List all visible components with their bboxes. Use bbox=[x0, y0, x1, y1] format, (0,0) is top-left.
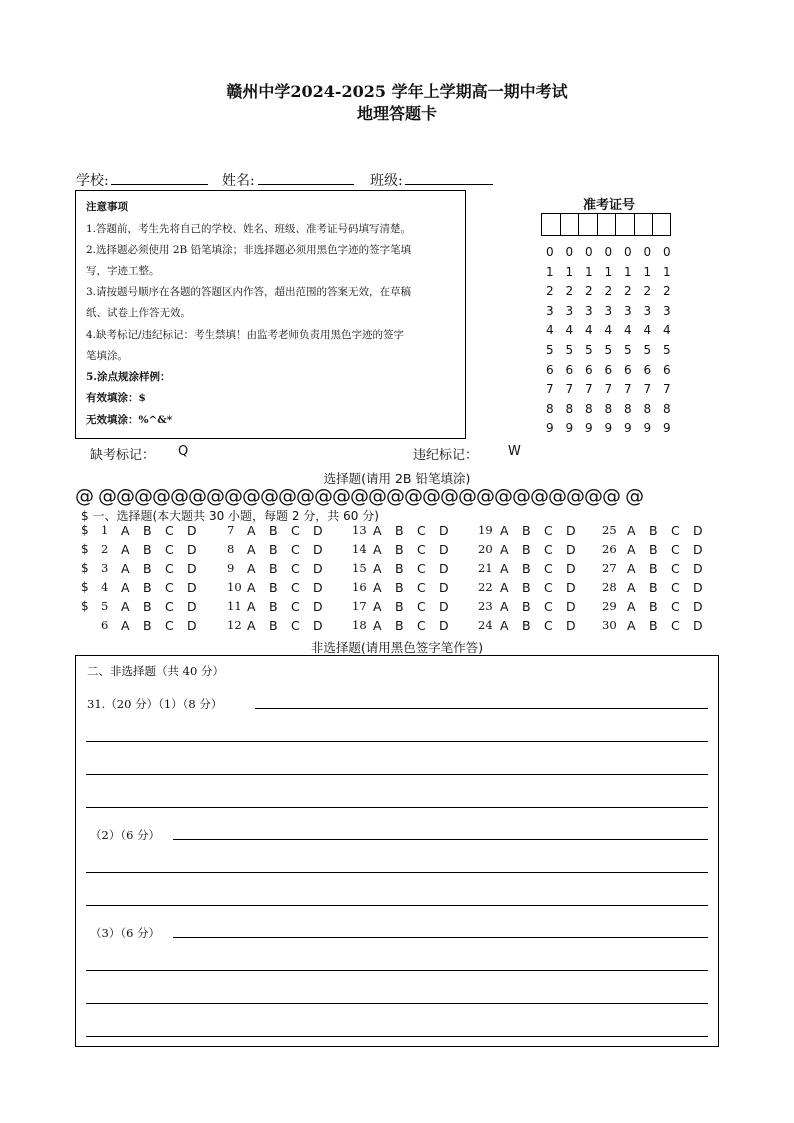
answer-line[interactable] bbox=[255, 708, 708, 709]
option-bubble[interactable]: C bbox=[671, 580, 680, 595]
question-number: 6 bbox=[101, 618, 109, 632]
option-bubble[interactable]: C bbox=[544, 618, 553, 633]
option-bubble[interactable]: B bbox=[269, 561, 278, 576]
admission-digit-bubble[interactable]: 0 bbox=[663, 245, 671, 259]
option-bubble[interactable]: D bbox=[313, 523, 323, 538]
option-bubble[interactable]: C bbox=[291, 542, 300, 557]
option-bubble[interactable]: D bbox=[439, 580, 449, 595]
question-number: 20 bbox=[478, 542, 493, 556]
option-bubble[interactable]: C bbox=[165, 542, 174, 557]
option-bubble[interactable]: C bbox=[671, 599, 680, 614]
admission-digit-row bbox=[546, 304, 683, 318]
option-bubble[interactable]: B bbox=[269, 618, 278, 633]
row-sync-mark: $ bbox=[81, 599, 89, 613]
admission-digit-bubble[interactable]: 1 bbox=[663, 264, 671, 279]
admission-digit-bubble[interactable]: 9 bbox=[604, 421, 613, 436]
admission-digit-bubble[interactable]: 4 bbox=[565, 323, 574, 338]
admission-digit-row bbox=[546, 402, 683, 416]
admission-digit-bubble[interactable]: 2 bbox=[643, 284, 652, 299]
option-bubble[interactable]: A bbox=[373, 561, 382, 576]
option-bubble[interactable]: A bbox=[247, 618, 256, 633]
admission-digit-bubble[interactable]: 4 bbox=[546, 323, 554, 338]
admission-digit-box[interactable] bbox=[615, 213, 634, 236]
admission-digit-bubble[interactable]: 8 bbox=[565, 401, 574, 416]
option-bubble[interactable]: D bbox=[693, 561, 703, 576]
question-number: 14 bbox=[352, 542, 367, 556]
option-bubble[interactable]: A bbox=[627, 542, 636, 557]
option-bubble[interactable]: A bbox=[121, 561, 130, 576]
admission-digit-bubble[interactable]: 0 bbox=[546, 245, 554, 259]
nonchoice-section-title: 非选择题(请用黑色签字笔作答) bbox=[310, 640, 484, 655]
option-bubble[interactable]: D bbox=[187, 618, 197, 633]
option-bubble[interactable]: D bbox=[439, 542, 449, 557]
option-bubble[interactable]: C bbox=[291, 523, 300, 538]
question-number: 17 bbox=[352, 599, 367, 613]
option-bubble[interactable]: B bbox=[395, 523, 404, 538]
admission-digit-bubble[interactable]: 2 bbox=[546, 284, 554, 299]
option-bubble[interactable]: C bbox=[544, 561, 553, 576]
option-bubble[interactable]: C bbox=[671, 561, 680, 576]
question-number: 5 bbox=[101, 599, 109, 613]
option-bubble[interactable]: C bbox=[544, 523, 553, 538]
admission-digit-bubble[interactable]: 2 bbox=[663, 284, 671, 299]
row-sync-mark: $ bbox=[81, 561, 89, 575]
option-bubble[interactable]: A bbox=[247, 523, 256, 538]
option-bubble[interactable]: C bbox=[291, 618, 300, 633]
notice-heading: 注意事项 bbox=[86, 201, 128, 213]
question-number: 10 bbox=[227, 580, 242, 594]
notice-invalid-sample: 无效填涂：%^&* bbox=[86, 414, 173, 426]
option-bubble[interactable]: A bbox=[500, 580, 509, 595]
admission-digit-bubble[interactable]: 6 bbox=[604, 362, 613, 377]
option-bubble[interactable]: B bbox=[269, 599, 278, 614]
option-bubble[interactable]: D bbox=[566, 618, 576, 633]
option-bubble[interactable]: A bbox=[247, 542, 256, 557]
admission-digit-bubble[interactable]: 9 bbox=[663, 421, 671, 436]
question-number: 15 bbox=[352, 561, 367, 575]
option-bubble[interactable]: D bbox=[439, 599, 449, 614]
option-bubble[interactable]: A bbox=[500, 523, 509, 538]
answer-line[interactable] bbox=[86, 1003, 708, 1004]
option-bubble[interactable]: B bbox=[649, 599, 658, 614]
option-bubble[interactable]: B bbox=[269, 542, 278, 557]
admission-digit-row bbox=[546, 245, 683, 259]
option-bubble[interactable]: C bbox=[291, 561, 300, 576]
admission-digit-bubble[interactable]: 0 bbox=[585, 245, 593, 259]
question-number: 29 bbox=[602, 599, 617, 613]
option-bubble[interactable]: C bbox=[544, 599, 553, 614]
admission-digit-row bbox=[546, 382, 683, 396]
admission-digit-bubble[interactable]: 1 bbox=[604, 264, 613, 279]
option-bubble[interactable]: A bbox=[500, 618, 509, 633]
option-bubble[interactable]: B bbox=[649, 561, 658, 576]
admission-digit-bubble[interactable]: 5 bbox=[643, 343, 652, 357]
choice-section-title: 选择题(请用 2B 铅笔填涂) bbox=[323, 471, 471, 486]
option-bubble[interactable]: A bbox=[627, 523, 636, 538]
question-number: 4 bbox=[101, 580, 109, 594]
admission-digit-bubble[interactable]: 0 bbox=[624, 245, 632, 259]
admission-digit-row bbox=[546, 343, 683, 357]
question-number: 26 bbox=[602, 542, 617, 556]
admission-digit-bubble[interactable]: 5 bbox=[585, 343, 593, 357]
admission-digit-bubble[interactable]: 8 bbox=[624, 401, 632, 416]
option-bubble[interactable]: A bbox=[121, 542, 130, 557]
admission-digit-bubble[interactable]: 5 bbox=[663, 343, 671, 357]
option-bubble[interactable]: A bbox=[121, 580, 130, 595]
option-bubble[interactable]: C bbox=[671, 542, 680, 557]
admission-digit-box[interactable] bbox=[560, 213, 579, 236]
option-bubble[interactable]: A bbox=[121, 599, 130, 614]
option-bubble[interactable]: D bbox=[693, 523, 703, 538]
admission-digit-bubble[interactable]: 8 bbox=[546, 401, 554, 416]
admission-digit-bubble[interactable]: 0 bbox=[565, 245, 574, 259]
option-bubble[interactable]: D bbox=[693, 599, 703, 614]
option-bubble[interactable]: B bbox=[269, 580, 278, 595]
admission-digit-bubble[interactable]: 7 bbox=[604, 382, 613, 397]
notice-line: 3.请按题号顺序在各题的答题区内作答，超出范围的答案无效，在草稿 bbox=[86, 286, 412, 298]
option-bubble[interactable]: D bbox=[313, 618, 323, 633]
option-bubble[interactable]: D bbox=[566, 580, 576, 595]
option-bubble[interactable]: D bbox=[439, 618, 449, 633]
question-31-2-label: （2）（6 分） bbox=[90, 828, 161, 842]
option-bubble[interactable]: D bbox=[693, 542, 703, 557]
option-bubble[interactable]: A bbox=[373, 542, 382, 557]
option-bubble[interactable]: D bbox=[566, 599, 576, 614]
question-number: 19 bbox=[478, 523, 493, 537]
admission-digit-bubble[interactable]: 3 bbox=[624, 303, 632, 318]
option-bubble[interactable]: A bbox=[500, 542, 509, 557]
admission-digit-bubble[interactable]: 7 bbox=[663, 382, 671, 397]
question-number: 22 bbox=[478, 580, 493, 594]
option-bubble[interactable]: B bbox=[269, 523, 278, 538]
answer-line[interactable] bbox=[86, 741, 708, 742]
row-sync-mark: $ bbox=[81, 580, 89, 594]
admission-digit-box[interactable] bbox=[597, 213, 616, 236]
option-bubble[interactable]: C bbox=[291, 599, 300, 614]
admission-digit-row bbox=[546, 284, 683, 298]
school-label: 学校: bbox=[76, 173, 109, 189]
option-bubble[interactable]: A bbox=[627, 599, 636, 614]
answer-line[interactable] bbox=[86, 807, 708, 808]
nonchoice-answer-box bbox=[75, 655, 719, 1047]
option-bubble[interactable]: B bbox=[395, 561, 404, 576]
question-number: 18 bbox=[352, 618, 367, 632]
option-bubble[interactable]: D bbox=[313, 580, 323, 595]
question-number: 24 bbox=[478, 618, 493, 632]
admission-digit-bubble[interactable]: 4 bbox=[604, 323, 613, 338]
option-bubble[interactable]: B bbox=[143, 561, 152, 576]
admission-digit-bubble[interactable]: 9 bbox=[585, 421, 593, 436]
admission-digit-bubble[interactable]: 2 bbox=[585, 284, 593, 299]
answer-line[interactable] bbox=[173, 937, 708, 938]
page-subtitle: 地理答题卡 bbox=[356, 104, 437, 123]
admission-digit-bubble[interactable]: 0 bbox=[643, 245, 652, 259]
admission-digit-bubble[interactable]: 3 bbox=[604, 303, 613, 318]
answer-line[interactable] bbox=[86, 1036, 708, 1037]
admission-digit-row bbox=[546, 323, 683, 337]
option-bubble[interactable]: A bbox=[373, 580, 382, 595]
question-number: 23 bbox=[478, 599, 493, 613]
option-bubble[interactable]: B bbox=[649, 523, 658, 538]
question-number: 8 bbox=[227, 542, 235, 556]
answer-line[interactable] bbox=[173, 839, 708, 840]
option-bubble[interactable]: D bbox=[693, 580, 703, 595]
alignment-marks: @ @@@@@@@@@@@@@@@@@@@@@@@@@@@@@ @ bbox=[75, 485, 644, 507]
option-bubble[interactable]: C bbox=[417, 599, 426, 614]
option-bubble[interactable]: A bbox=[627, 561, 636, 576]
option-bubble[interactable]: B bbox=[143, 599, 152, 614]
notice-line: 4.缺考标记/违纪标记：考生禁填！由监考老师负责用黑色字迹的签字 bbox=[86, 329, 405, 341]
option-bubble[interactable]: B bbox=[522, 561, 531, 576]
option-bubble[interactable]: B bbox=[522, 618, 531, 633]
admission-digit-bubble[interactable]: 6 bbox=[624, 362, 632, 377]
option-bubble[interactable]: C bbox=[417, 542, 426, 557]
question-number: 13 bbox=[352, 523, 367, 537]
option-bubble[interactable]: A bbox=[247, 599, 256, 614]
admission-digit-bubble[interactable]: 8 bbox=[663, 401, 671, 416]
option-bubble[interactable]: C bbox=[417, 580, 426, 595]
option-bubble[interactable]: C bbox=[417, 561, 426, 576]
option-bubble[interactable]: B bbox=[522, 599, 531, 614]
admission-digit-bubble[interactable]: 1 bbox=[546, 264, 554, 279]
admission-digit-bubble[interactable]: 6 bbox=[663, 362, 671, 377]
admission-digit-bubble[interactable]: 6 bbox=[546, 362, 554, 377]
option-bubble[interactable]: B bbox=[143, 580, 152, 595]
option-bubble[interactable]: C bbox=[417, 618, 426, 633]
question-number: 16 bbox=[352, 580, 367, 594]
notice-line: 纸、试卷上作答无效。 bbox=[86, 307, 191, 319]
option-bubble[interactable]: D bbox=[313, 542, 323, 557]
notice-line: 5.涂点规涂样例： bbox=[86, 371, 171, 383]
violation-mark-bubble[interactable]: W bbox=[508, 444, 521, 459]
school-field[interactable] bbox=[111, 170, 208, 185]
answer-line[interactable] bbox=[86, 905, 708, 906]
question-number: 21 bbox=[478, 561, 493, 575]
option-bubble[interactable]: B bbox=[395, 580, 404, 595]
admission-digit-bubble[interactable]: 8 bbox=[585, 401, 593, 416]
question-31-label: 31.（20 分）（1）（8 分） bbox=[87, 697, 223, 711]
option-bubble[interactable]: D bbox=[439, 523, 449, 538]
admission-number-boxes bbox=[541, 213, 671, 236]
admission-digit-bubble[interactable]: 3 bbox=[643, 303, 652, 318]
admission-digit-bubble[interactable]: 7 bbox=[546, 382, 554, 397]
nonchoice-part-heading: 二、非选择题（共 40 分） bbox=[87, 664, 224, 678]
option-bubble[interactable]: B bbox=[395, 599, 404, 614]
notice-line: 2.选择题必须使用 2B 铅笔填涂；非选择题必须用黑色字迹的签字笔填 bbox=[86, 244, 412, 256]
answer-line[interactable] bbox=[86, 872, 708, 873]
admission-digit-bubble[interactable]: 3 bbox=[663, 303, 671, 318]
question-number: 9 bbox=[227, 561, 235, 575]
question-number: 28 bbox=[602, 580, 617, 594]
answer-line[interactable] bbox=[86, 970, 708, 971]
admission-digit-bubble[interactable]: 8 bbox=[604, 401, 613, 416]
admission-digit-bubble[interactable]: 7 bbox=[624, 382, 632, 397]
admission-digit-bubble[interactable]: 9 bbox=[565, 421, 574, 436]
option-bubble[interactable]: D bbox=[566, 542, 576, 557]
question-number: 1 bbox=[101, 523, 109, 537]
option-bubble[interactable]: C bbox=[165, 561, 174, 576]
option-bubble[interactable]: B bbox=[522, 580, 531, 595]
option-bubble[interactable]: A bbox=[373, 523, 382, 538]
question-number: 7 bbox=[227, 523, 235, 537]
option-bubble[interactable]: D bbox=[566, 523, 576, 538]
option-bubble[interactable]: B bbox=[649, 542, 658, 557]
row-sync-mark: $ bbox=[81, 523, 89, 537]
option-bubble[interactable]: B bbox=[649, 580, 658, 595]
admission-digit-bubble[interactable]: 1 bbox=[585, 264, 593, 279]
option-bubble[interactable]: A bbox=[627, 618, 636, 633]
class-field[interactable] bbox=[405, 170, 493, 185]
admission-digit-bubble[interactable]: 4 bbox=[643, 323, 652, 338]
admission-digit-bubble[interactable]: 6 bbox=[643, 362, 652, 377]
option-bubble[interactable]: B bbox=[143, 618, 152, 633]
option-bubble[interactable]: C bbox=[165, 523, 174, 538]
option-bubble[interactable]: B bbox=[395, 542, 404, 557]
option-bubble[interactable]: D bbox=[187, 599, 197, 614]
option-bubble[interactable]: A bbox=[247, 561, 256, 576]
option-bubble[interactable]: B bbox=[522, 523, 531, 538]
row-sync-mark: $ bbox=[81, 542, 89, 556]
absent-mark-label: 缺考标记： bbox=[90, 448, 156, 463]
admission-digit-bubble[interactable]: 9 bbox=[546, 421, 554, 436]
notice-line: 1.答题前，考生先将自己的学校、姓名、班级、准考证号码填写清楚。 bbox=[86, 223, 412, 235]
choice-part-heading: $ 一、选择题(本大题共 30 小题，每题 2 分，共 60 分) bbox=[81, 509, 379, 523]
absent-mark-bubble[interactable]: Q bbox=[178, 444, 189, 459]
question-number: 12 bbox=[227, 618, 242, 632]
option-bubble[interactable]: C bbox=[165, 580, 174, 595]
admission-digit-bubble[interactable]: 1 bbox=[565, 264, 574, 279]
question-number: 11 bbox=[227, 599, 242, 613]
name-label: 姓名: bbox=[222, 173, 255, 189]
admission-digit-bubble[interactable]: 4 bbox=[585, 323, 593, 338]
option-bubble[interactable]: A bbox=[627, 580, 636, 595]
admission-digit-bubble[interactable]: 0 bbox=[604, 245, 613, 259]
option-bubble[interactable]: B bbox=[143, 542, 152, 557]
question-number: 30 bbox=[602, 618, 617, 632]
admission-digit-bubble[interactable]: 1 bbox=[643, 264, 652, 279]
admission-digit-box[interactable] bbox=[578, 213, 597, 236]
option-bubble[interactable]: D bbox=[187, 523, 197, 538]
option-bubble[interactable]: A bbox=[121, 523, 130, 538]
option-bubble[interactable]: D bbox=[187, 561, 197, 576]
option-bubble[interactable]: A bbox=[121, 618, 130, 633]
notice-line: 笔填涂。 bbox=[86, 350, 128, 362]
name-field[interactable] bbox=[258, 170, 354, 185]
option-bubble[interactable]: A bbox=[247, 580, 256, 595]
admission-digit-bubble[interactable]: 5 bbox=[624, 343, 632, 357]
option-bubble[interactable]: A bbox=[500, 561, 509, 576]
admission-digit-bubble[interactable]: 8 bbox=[643, 401, 652, 416]
admission-digit-row bbox=[546, 265, 683, 279]
option-bubble[interactable]: D bbox=[313, 561, 323, 576]
option-bubble[interactable]: C bbox=[417, 523, 426, 538]
admission-digit-box[interactable] bbox=[541, 213, 560, 236]
admission-digit-bubble[interactable]: 5 bbox=[604, 343, 613, 357]
notice-line: 写，字迹工整。 bbox=[86, 265, 160, 277]
option-bubble[interactable]: C bbox=[544, 580, 553, 595]
option-bubble[interactable]: A bbox=[500, 599, 509, 614]
admission-digit-row bbox=[546, 363, 683, 377]
admission-digit-bubble[interactable]: 3 bbox=[546, 303, 554, 318]
notice-valid-sample: 有效填涂：$ bbox=[86, 392, 146, 404]
question-number: 2 bbox=[101, 542, 109, 556]
admission-digit-bubble[interactable]: 9 bbox=[624, 421, 632, 436]
question-number: 27 bbox=[602, 561, 617, 575]
option-bubble[interactable]: A bbox=[373, 599, 382, 614]
admission-digit-bubble[interactable]: 2 bbox=[604, 284, 613, 299]
admission-title: 准考证号 bbox=[583, 198, 636, 213]
option-bubble[interactable]: C bbox=[671, 618, 680, 633]
admission-digit-bubble[interactable]: 3 bbox=[585, 303, 593, 318]
option-bubble[interactable]: C bbox=[165, 599, 174, 614]
option-bubble[interactable]: A bbox=[373, 618, 382, 633]
admission-digit-bubble[interactable]: 2 bbox=[565, 284, 574, 299]
admission-digit-row bbox=[546, 421, 683, 435]
option-bubble[interactable]: C bbox=[544, 542, 553, 557]
option-bubble[interactable]: B bbox=[143, 523, 152, 538]
question-number: 25 bbox=[602, 523, 617, 537]
option-bubble[interactable]: C bbox=[165, 618, 174, 633]
admission-digit-bubble[interactable]: 5 bbox=[565, 343, 574, 357]
admission-digit-bubble[interactable]: 6 bbox=[585, 362, 593, 377]
option-bubble[interactable]: D bbox=[187, 542, 197, 557]
option-bubble[interactable]: C bbox=[671, 523, 680, 538]
option-bubble[interactable]: D bbox=[693, 618, 703, 633]
admission-digit-bubble[interactable]: 7 bbox=[565, 382, 574, 397]
admission-digit-bubble[interactable]: 7 bbox=[643, 382, 652, 397]
option-bubble[interactable]: D bbox=[439, 561, 449, 576]
question-number: 3 bbox=[101, 561, 109, 575]
option-bubble[interactable]: B bbox=[649, 618, 658, 633]
option-bubble[interactable]: D bbox=[313, 599, 323, 614]
admission-digit-bubble[interactable]: 1 bbox=[624, 264, 632, 279]
admission-digit-bubble[interactable]: 5 bbox=[546, 343, 554, 357]
admission-digit-bubble[interactable]: 3 bbox=[565, 303, 574, 318]
admission-digit-box[interactable] bbox=[634, 213, 653, 236]
answer-line[interactable] bbox=[86, 774, 708, 775]
option-bubble[interactable]: B bbox=[522, 542, 531, 557]
admission-digit-bubble[interactable]: 4 bbox=[624, 323, 632, 338]
admission-digit-bubble[interactable]: 6 bbox=[565, 362, 574, 377]
violation-mark-label: 违纪标记： bbox=[413, 448, 479, 463]
admission-digit-box[interactable] bbox=[652, 213, 671, 236]
class-label: 班级: bbox=[370, 173, 403, 189]
question-31-3-label: （3）（6 分） bbox=[90, 926, 161, 940]
option-bubble[interactable]: D bbox=[187, 580, 197, 595]
admission-digit-bubble[interactable]: 7 bbox=[585, 382, 593, 397]
option-bubble[interactable]: D bbox=[566, 561, 576, 576]
option-bubble[interactable]: C bbox=[291, 580, 300, 595]
admission-digit-bubble[interactable]: 2 bbox=[624, 284, 632, 299]
option-bubble[interactable]: B bbox=[395, 618, 404, 633]
admission-digit-bubble[interactable]: 4 bbox=[663, 323, 671, 338]
page-title: 赣州中学2024-2025 学年上学期高一期中考试 bbox=[226, 82, 568, 101]
admission-digit-bubble[interactable]: 9 bbox=[643, 421, 652, 436]
